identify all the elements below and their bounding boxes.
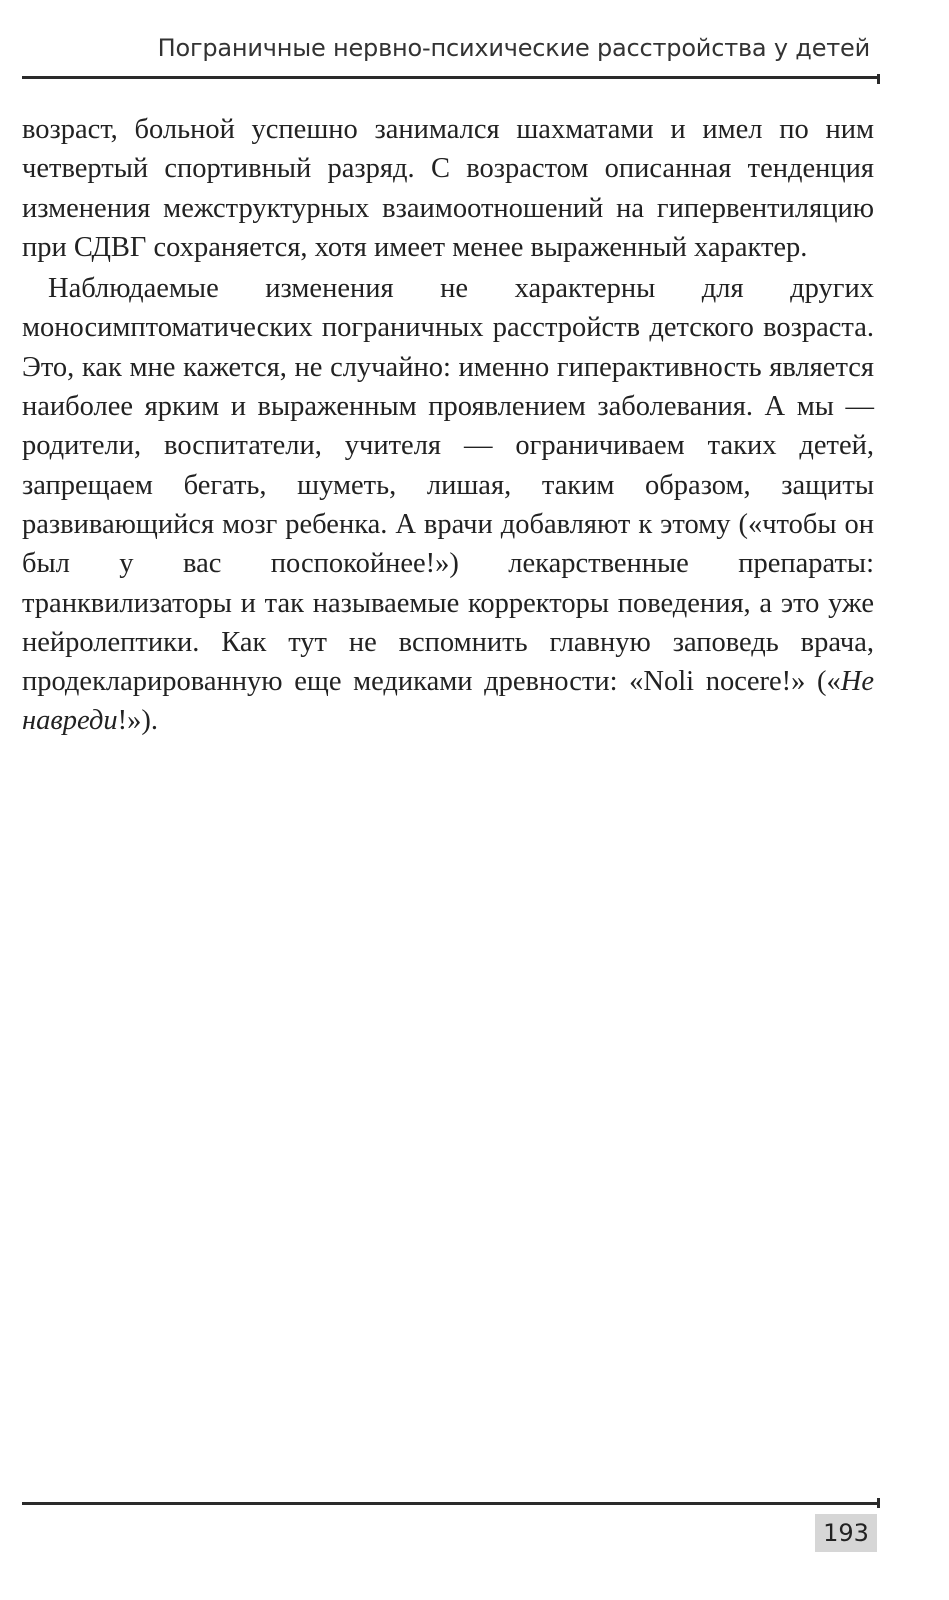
header-rule: [22, 76, 878, 79]
paragraph-1: возраст, больной успешно занимался шахматами и имел по ним четвертый спортивный разряд. С возрастом описанная тенденция изменения межструктурных взаимоотношений на гипервентиляцию при СДВГ сохраняется, хотя имеет менее выраженный характер.: [22, 114, 874, 263]
body-text: [22, 110, 874, 741]
paragraph-2-italic: Не навреди: [22, 666, 874, 737]
paragraph-2: [22, 269, 874, 741]
page-number: 193: [815, 1514, 877, 1552]
paragraph-2-end: !»).: [117, 705, 158, 737]
footer-rule: [22, 1502, 878, 1505]
paragraph-2-text: Наблюдаемые изменения не характерны для других моносимптоматических пограничных расстройств детского возраста. Это, как мне кажется, не случайно: именно гиперактивность является наиболее ярким и выраженным проявлением заболевания. А мы — родители, воспитатели, учителя — ограничиваем таких детей, запрещаем бегать, шуметь, лишая, таким образом, защиты развивающийся мозг ребенка. А врачи добавляют к этому («чтобы он был у вас поспокойнее!») лекарственные препараты: транквилизаторы и так называемые корректоры поведения, а это уже нейролептики. Как тут не вспомнить главную заповедь врача, продекларированную еще медиками древности: «Noli nocere!» («: [22, 273, 874, 698]
running-header: Пограничные нервно-психические расстройства у детей: [157, 34, 870, 62]
